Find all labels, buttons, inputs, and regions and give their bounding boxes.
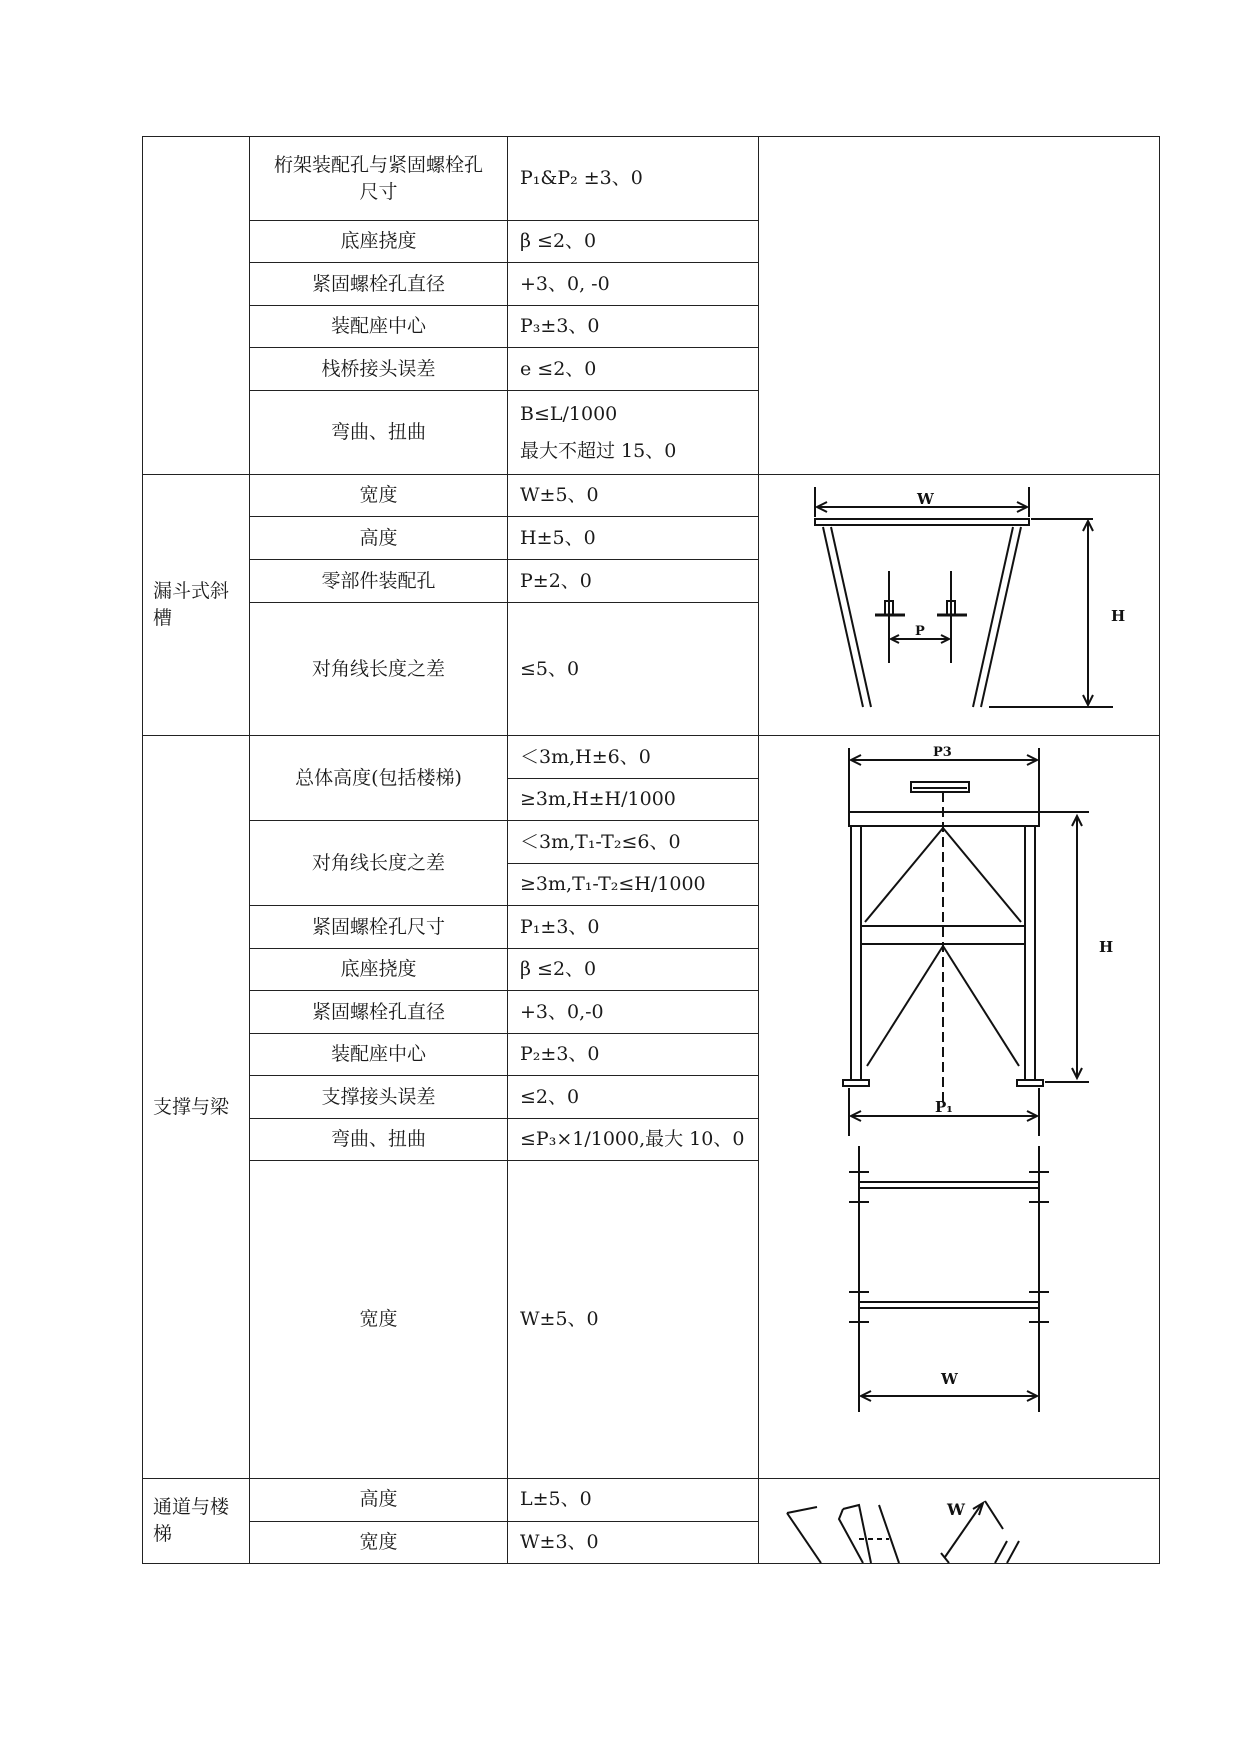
item-cell: 底座挠度: [250, 949, 508, 991]
spec-cell: e ≤2、0: [508, 348, 759, 391]
spec-cell: ≤2、0: [508, 1076, 759, 1119]
spec-cell: L±5、0: [508, 1479, 759, 1522]
spec-cell: P₂±3、0: [508, 1034, 759, 1076]
label-w: W: [941, 1370, 958, 1388]
category-cell: [143, 137, 250, 475]
spec-cell: ≤5、0: [508, 603, 759, 736]
figure-cell-blank: [759, 137, 1160, 475]
spec-line: 最大不超过 15、0: [520, 439, 677, 462]
walkway-stair-figure-cell: [759, 1479, 1160, 1564]
item-cell: 紧固螺栓孔直径: [250, 991, 508, 1034]
spec-cell: +3、0, -0: [508, 263, 759, 306]
spec-cell: P₃±3、0: [508, 306, 759, 348]
table-row: [143, 1479, 1160, 1522]
category-cell: 通道与楼梯: [143, 1479, 250, 1564]
spec-cell: +3、0,-0: [508, 991, 759, 1034]
item-cell: 宽度: [250, 1161, 508, 1479]
label-h: H: [1099, 938, 1114, 956]
item-cell: 对角线长度之差: [250, 821, 508, 906]
category-cell: 支撑与梁: [143, 736, 250, 1479]
item-cell: 零部件装配孔: [250, 560, 508, 603]
item-cell: 桁架装配孔与紧固螺栓孔尺寸: [250, 137, 508, 221]
hopper-chute-figure-cell: [759, 475, 1160, 736]
spec-cell: H±5、0: [508, 517, 759, 560]
item-cell: 弯曲、扭曲: [250, 1119, 508, 1161]
spec-cell: W±5、0: [508, 475, 759, 517]
item-cell: 支撑接头误差: [250, 1076, 508, 1119]
spec-cell: ≤P₃×1/1000,最大 10、0: [508, 1119, 759, 1161]
spec-cell: W±5、0: [508, 1161, 759, 1479]
item-cell: 装配座中心: [250, 1034, 508, 1076]
item-cell: 紧固螺栓孔尺寸: [250, 906, 508, 949]
spec-line: B≤L/1000: [520, 402, 618, 425]
support-beam-figure-cell: [759, 736, 1160, 1479]
item-cell: 总体高度(包括楼梯): [250, 736, 508, 821]
item-cell: 弯曲、扭曲: [250, 391, 508, 475]
label-p: P: [915, 624, 925, 639]
table-row: [143, 137, 1160, 221]
spec-cell: P±2、0: [508, 560, 759, 603]
spec-cell: [508, 391, 759, 475]
spec-cell: P₁±3、0: [508, 906, 759, 949]
item-cell: 对角线长度之差: [250, 603, 508, 736]
spec-cell: W±3、0: [508, 1521, 759, 1564]
item-cell: 栈桥接头误差: [250, 348, 508, 391]
walkway-stair-diagram: [759, 1479, 1159, 1563]
spec-cell: β ≤2、0: [508, 221, 759, 263]
item-cell: 底座挠度: [250, 221, 508, 263]
item-cell: 装配座中心: [250, 306, 508, 348]
spec-cell: β ≤2、0: [508, 949, 759, 991]
item-cell: 宽度: [250, 475, 508, 517]
spec-cell: ＜3m,T₁-T₂≤6、0: [508, 821, 759, 864]
item-cell: 高度: [250, 1479, 508, 1522]
item-cell: 紧固螺栓孔直径: [250, 263, 508, 306]
item-cell: 宽度: [250, 1521, 508, 1564]
spec-cell: ≥3m,H±H/1000: [508, 779, 759, 821]
hopper-chute-diagram: [759, 475, 1159, 735]
label-p3: P3: [933, 745, 952, 760]
spec-cell: ＜3m,H±6、0: [508, 736, 759, 779]
item-cell: 高度: [250, 517, 508, 560]
support-beam-diagram: [759, 736, 1159, 1476]
table-row: [143, 475, 1160, 517]
spec-cell: ≥3m,T₁-T₂≤H/1000: [508, 864, 759, 906]
label-h: H: [1111, 607, 1126, 625]
label-w: W: [947, 1500, 965, 1519]
table-row: [143, 736, 1160, 779]
spec-cell: P₁&P₂ ±3、0: [508, 137, 759, 221]
category-cell: 漏斗式斜槽: [143, 475, 250, 736]
label-w: W: [917, 490, 934, 508]
label-p1: P₁: [935, 1098, 953, 1116]
tolerance-table: [142, 136, 1160, 1564]
